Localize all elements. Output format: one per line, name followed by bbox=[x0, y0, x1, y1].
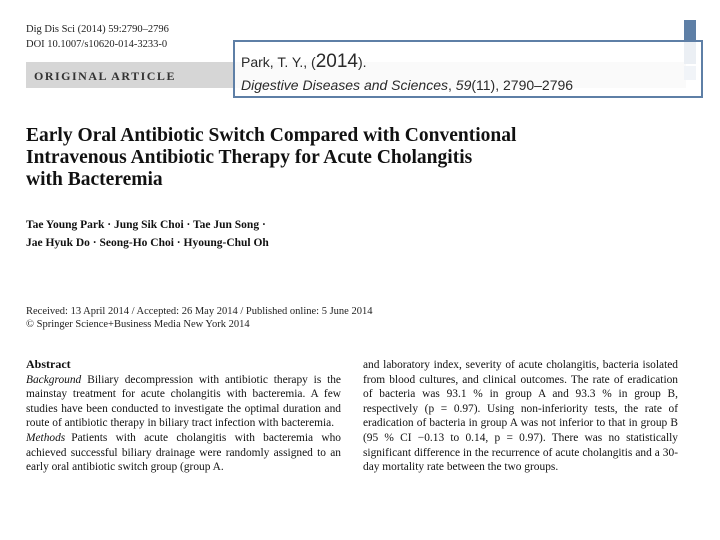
title-line: Early Oral Antibiotic Switch Compared with Conventional bbox=[26, 125, 517, 146]
author-list bbox=[26, 216, 546, 252]
abstract-right-column bbox=[363, 358, 678, 475]
author-line: Jae Hyuk Do · Seong-Ho Choi · Hyoung-Chul Oh bbox=[26, 237, 269, 249]
citation-journal-line bbox=[241, 77, 573, 93]
citation-journal: Digestive Diseases and Sciences bbox=[241, 77, 448, 93]
title-line: Intravenous Antibiotic Therapy for Acute Cholangitis bbox=[26, 147, 473, 168]
citation-author-year bbox=[241, 51, 367, 73]
abstract-left-column bbox=[26, 357, 341, 475]
doi-line: DOI 10.1007/s10620-014-3233-0 bbox=[26, 39, 168, 50]
results-text: and laboratory index, severity of acute cholangitis, bacteria isolated from blood cultures, and clinical outcomes. The rate of eradication of bacteria was 93.1 % in group A and 93.3 % in group B, respectively (p = 0.97). Using non-inferiority tests, the rate of eradication of bacteria in group A was not inferior to that in group B (95 % CI −0.13 to 0.14, p = 0.97). There was no statistically significant difference in the recurrence of acute cholangitis and a 30-day mortality rate between the two groups. bbox=[363, 359, 678, 474]
article-title bbox=[26, 125, 626, 191]
citation-author: Park, T. Y., ( bbox=[241, 54, 316, 70]
citation-pages: (11), 2790–2796 bbox=[471, 77, 574, 93]
abstract-background bbox=[26, 373, 341, 431]
dates-line: Received: 13 April 2014 / Accepted: 26 May 2014 / Published online: 5 June 2014 bbox=[26, 306, 373, 317]
copyright-line: © Springer Science+Business Media New York 2014 bbox=[26, 319, 250, 330]
title-line: with Bacteremia bbox=[26, 169, 163, 190]
methods-label: Methods bbox=[26, 431, 66, 444]
background-label: Background bbox=[26, 373, 82, 386]
publication-dates bbox=[26, 305, 372, 331]
background-text: Biliary decompression with antibiotic therapy is the mainstay treatment for acute cholangitis with bacteremia. A few studies have been conducted to investigate the optimal duration and route of antibiotic therapy in biliary tract infection with bacteremia. bbox=[26, 373, 341, 430]
citation-sep: , bbox=[448, 77, 456, 93]
journal-citation: Dig Dis Sci (2014) 59:2790–2796 bbox=[26, 24, 169, 35]
abstract-methods bbox=[26, 431, 341, 475]
author-line: Tae Young Park · Jung Sik Choi · Tae Jun Song · bbox=[26, 219, 266, 231]
citation-suffix: ). bbox=[357, 54, 367, 70]
citation-overlay bbox=[233, 40, 703, 98]
citation-year: 2014 bbox=[315, 51, 358, 72]
abstract-heading: Abstract bbox=[26, 357, 71, 371]
methods-text: Patients with acute cholangitis with bacteremia who achieved successful biliary drainage were randomly assigned to an early oral antibiotic switch group (group A. bbox=[26, 431, 341, 474]
section-label: ORIGINAL ARTICLE bbox=[34, 69, 176, 83]
citation-volume: 59 bbox=[455, 77, 472, 93]
